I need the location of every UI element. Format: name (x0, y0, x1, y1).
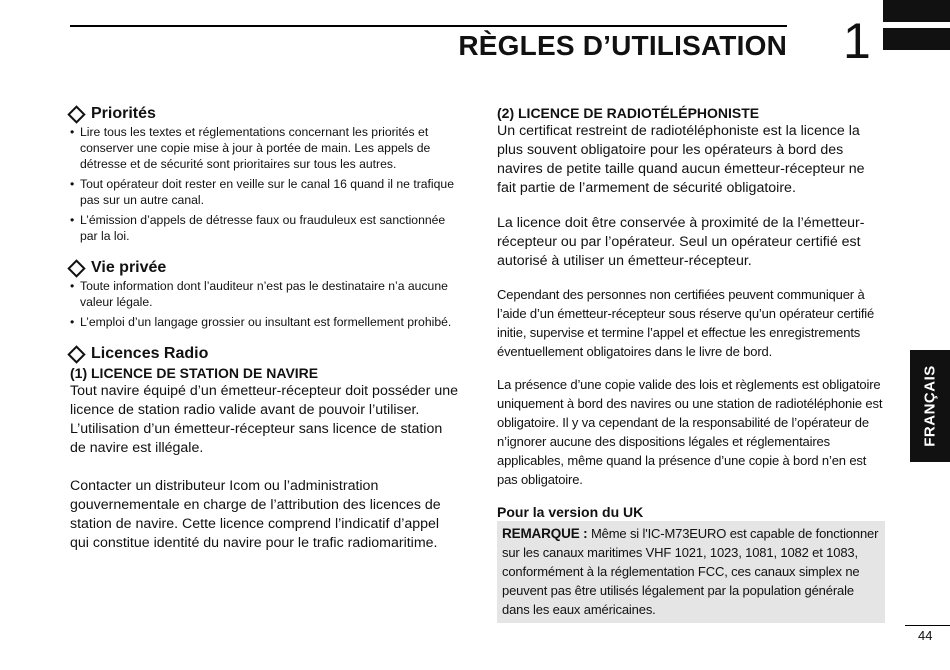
diamond-bullet-icon (67, 259, 85, 277)
chapter-tab-bar-bottom (883, 28, 950, 50)
list-item: • L’émission d’appels de détresse faux ou frauduleux est sanctionnée par la loi. (70, 212, 460, 244)
uk-version-heading: Pour la version du UK (497, 504, 644, 520)
paragraph: Un certificat restreint de radiotéléphoniste est la licence la plus souvent obligatoire pour les opérateurs à bord des navires de petite taille quand aucun émetteur-récepteur ne fait partie de l’armement de sécurité obligatoire. (497, 123, 865, 196)
section-heading-licences: Licences Radio (66, 344, 460, 364)
section-heading-vie-privee: Vie privée (66, 258, 460, 278)
footer-rule (905, 625, 950, 626)
paragraph: La licence doit être conservée à proximité de la l’émetteur-récepteur ou par l’opérateur. Seul un opérateur certifié est autorisé à utiliser un émetteur-récepteur. (497, 215, 865, 269)
list-item: • L’emploi d’un langage grossier ou insultant est formellement prohibé. (70, 314, 460, 330)
paragraph: La présence d’une copie valide des lois et règlements est obligatoire uniquement à bord des navires ou une station de radiotéléphonie est obligatoire. Il y va cependant de la responsabilité de l’opérateur de n’ignorer aucune des dispositions légales et réglementaires applicables, même quand la présence d’une copie à bord n’en est pas obligatoire. (497, 377, 883, 487)
remark-box (497, 521, 885, 623)
paragraph: Cependant des personnes non certifiées peuvent communiquer à l’aide d’un émetteur-récepteur sous réserve qu’un opérateur certifié initie, supervise et termine l’appel et effectue les enregistrements éventuellement obligatoires dans le livre de bord. (497, 287, 875, 359)
diamond-bullet-icon (67, 105, 85, 123)
list-item: • Tout opérateur doit rester en veille sur le canal 16 quand il ne trafique pas sur un autre canal. (70, 176, 460, 208)
chapter-tab-bar-top (883, 0, 950, 22)
page-title: RÈGLES D’UTILISATION (458, 30, 787, 61)
priorites-list (70, 124, 460, 244)
page-number: 44 (918, 628, 933, 643)
paragraph: Tout navire équipé d’un émetteur-récepteur doit posséder une licence de station radio valide avant de pouvoir l’utiliser. L’utilisation d’un émetteur-récepteur sans licence de station de navire est illégale. (70, 383, 459, 456)
remark-text: Même si l'IC-M73EURO est capable de fonctionner sur les canaux maritimes VHF 1021, 1023, 1081, 1082 et 1083, conformément à la réglementation FCC, ces canaux simplex ne peuvent pas être utilisés légalement par la population générale dans les eaux américaines. (502, 526, 879, 617)
paragraph: Contacter un distributeur Icom ou l’administration gouvernementale en charge de l’attribution des licences de station de navire. Cette licence comprend l’indicatif d’appel qui constitue identité du navire pour le trafic radiomaritime. (70, 478, 441, 551)
subheading-operator-licence: (2) LICENCE DE RADIOTÉLÉPHONISTE (497, 105, 760, 121)
subheading-station-licence: (1) LICENCE DE STATION DE NAVIRE (70, 365, 319, 381)
language-tab (910, 350, 950, 462)
list-item: • Lire tous les textes et réglementations concernant les priorités et conserver une copie mise à jour à portée de main. Les appels de détresse et de sécurité sont prioritaires sur tous les autres. (70, 124, 460, 172)
right-column (497, 104, 885, 623)
left-column (70, 104, 460, 553)
remark-label: REMARQUE : (502, 526, 588, 541)
header-rule (70, 25, 787, 27)
vie-privee-list (70, 278, 460, 330)
chapter-number: 1 (843, 13, 871, 69)
diamond-bullet-icon (67, 345, 85, 363)
section-heading-priorites: Priorités (66, 104, 460, 124)
language-tab-label: FRANÇAIS (921, 365, 939, 447)
list-item: • Toute information dont l’auditeur n’est pas le destinataire n’a aucune valeur légale. (70, 278, 460, 310)
